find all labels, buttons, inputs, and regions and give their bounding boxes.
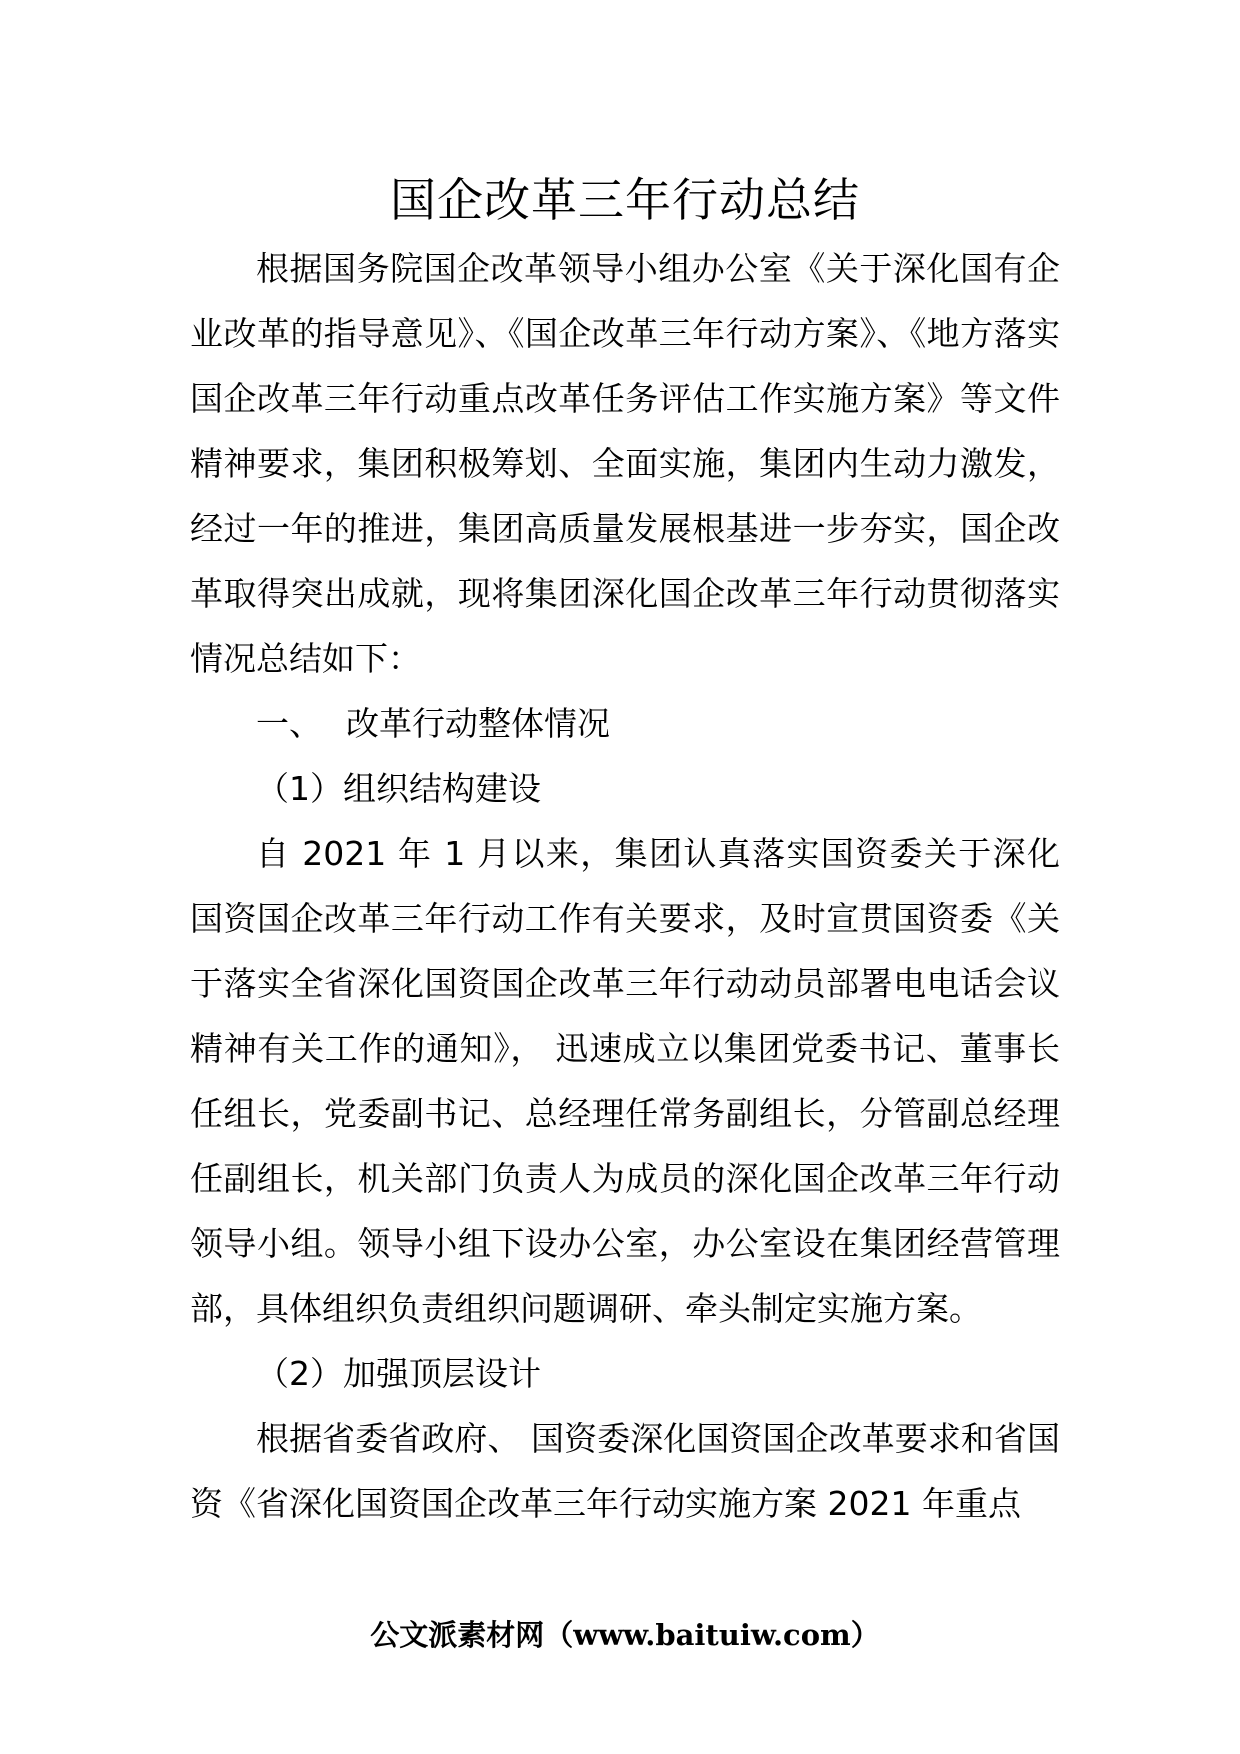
section-heading-text: 改革行动整体情况 — [346, 704, 610, 743]
footer-watermark: 公文派素材网（www.baituiw.com） — [370, 1618, 880, 1652]
document-page — [190, 0, 1060, 1754]
intro-paragraph: 根据国务院国企改革领导小组办公室《关于深化国有企业改革的指导意见》、《国企改革三年行动方案》、《地方落实国企改革三年行动重点改革任务评估工作实施方案》等文件精神要求，集团积极筹划、全面实施，集团内生动力激发，经过一年的推进，集团高质量发展根基进一步夯实，国企改革取得突出成就，现将集团深化国企改革三年行动贯彻落实情况总结如下： — [190, 249, 1060, 678]
document-title: 国企改革三年行动总结 — [390, 173, 860, 227]
section-number: 一、 — [256, 704, 322, 743]
document-body — [190, 236, 1060, 1536]
subsection-paragraph-2: 根据省委省政府、 国资委深化国资国企改革要求和省国资《省深化国资国企改革三年行动实施方案 2021 年重点 — [190, 1419, 1060, 1523]
subsection-paragraph-1: 自 2021 年 1 月以来，集团认真落实国资委关于深化国资国企改革三年行动工作有关要求，及时宣贯国资委《关于落实全省深化国资国企改革三年行动动员部署电电话会议精神有关工作的通知》， 迅速成立以集团党委书记、董事长任组长，党委副书记、总经理任常务副组长，分管副总经理任副组长，机关部门负责人为成员的深化国企改革三年行动领导小组。领导小组下设办公室，办公室设在集团经营管理部，具体组织负责组织问题调研、牵头制定实施方案。 — [190, 834, 1060, 1328]
section-heading-1 — [190, 691, 1060, 756]
subsection-heading-1: （1）组织结构建设 — [256, 769, 541, 808]
subsection-heading-2: （2）加强顶层设计 — [256, 1354, 541, 1393]
